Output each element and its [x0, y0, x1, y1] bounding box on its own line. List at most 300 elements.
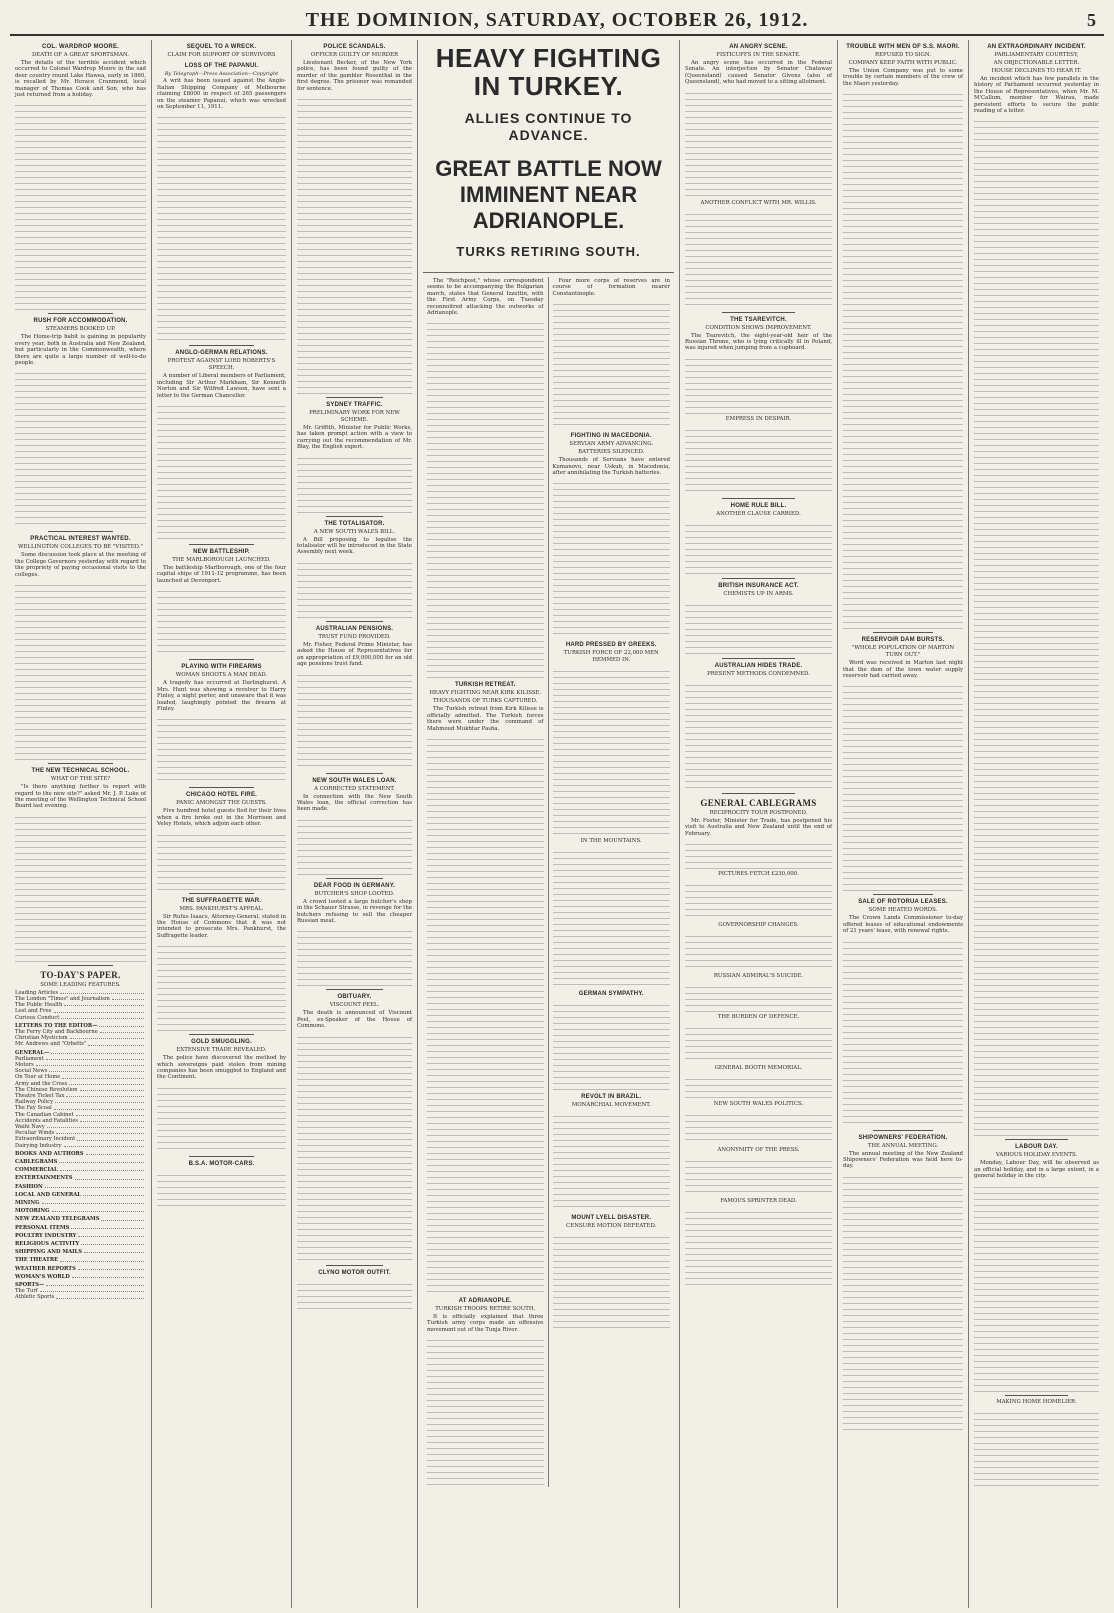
- article-text: The Union Company was put to some trouble by certain members of the crew of the Maori yesterday.: [843, 68, 963, 87]
- article-body: [157, 714, 286, 784]
- article-heading: GENERAL CABLEGRAMS: [700, 797, 817, 808]
- article-body: [685, 1074, 832, 1099]
- article-subheading: GENERAL BOOTH MEMORIAL.: [714, 1065, 803, 1072]
- contents-item: [15, 1151, 146, 1157]
- article-body: [685, 209, 832, 309]
- contents-item-label: LOCAL AND GENERAL: [15, 1191, 81, 1198]
- article-body: [427, 734, 544, 1294]
- contents-item: [15, 1257, 146, 1263]
- leader-dots: [54, 1008, 144, 1012]
- article-text: A writ has been issued against the Anglo-Italian Shipping Company of Melbourne claiming £8000 in respect of 265 passengers on the steamer Papanui, which was wrecked on September 11, 1911.: [157, 78, 286, 111]
- contents-item-label: Christian Mysticism: [15, 1035, 68, 1042]
- leader-dots: [81, 1241, 144, 1245]
- article-subheading: BATTERIES SILENCED.: [578, 449, 645, 456]
- article-subheading: CONDITION SHOWS IMPROVEMENT.: [705, 324, 812, 331]
- contents-item: [15, 1175, 146, 1181]
- article-text: The Crown Lands Commissioner to-day offered leases of educational endowments of 21 years' lease, with renewal rights.: [843, 915, 963, 935]
- article-subheading: WOMAN SHOOTS A MAN DEAD.: [175, 672, 268, 679]
- article-subheading: PARLIAMENTARY COURTESY,: [994, 52, 1079, 58]
- article-subheading: CENSURE MOTION DEFEATED.: [566, 1223, 657, 1230]
- leader-dots: [83, 1192, 144, 1196]
- leader-dots: [54, 1105, 144, 1109]
- leader-dots: [112, 996, 144, 1000]
- article-text: A Bill proposing to legalise the totalisator will be introduced in the State Assembly next week.: [297, 536, 412, 556]
- article-body: [15, 100, 146, 310]
- leader-dots: [56, 1130, 144, 1134]
- divider: [1005, 1395, 1068, 1396]
- article-subheading: AN OBJECTIONABLE LETTER.: [993, 60, 1080, 66]
- article-heading: NEW SOUTH WALES LOAN.: [312, 777, 397, 784]
- contents-item-label: THE THEATRE: [15, 1257, 59, 1264]
- leader-dots: [80, 1118, 144, 1122]
- leader-dots: [45, 1184, 144, 1188]
- article-body: [157, 1083, 286, 1153]
- article-subheading: WELLINGTON COLLEGES TO BE "VISITED.": [17, 544, 144, 551]
- article-body: [974, 116, 1099, 1136]
- leader-dots: [84, 1249, 144, 1253]
- article-body: [297, 558, 412, 618]
- contents-item-label: Peculiar Winds: [15, 1130, 55, 1137]
- article-body: [297, 670, 412, 770]
- divider: [326, 621, 384, 622]
- article-heading: COL. WARDROP MOORE.: [41, 44, 120, 50]
- article-heading: SYDNEY TRAFFIC.: [326, 402, 383, 409]
- leader-dots: [75, 1175, 144, 1179]
- article-body: [974, 1408, 1099, 1488]
- contents-item-label: FASHION: [15, 1183, 43, 1190]
- article-subheading: SOME HEATED WORDS.: [868, 907, 938, 914]
- table-of-contents: [15, 990, 146, 1301]
- divider: [189, 1034, 254, 1035]
- contents-item-label: SHIPPING AND MAILS: [15, 1249, 82, 1256]
- article-body: [685, 982, 832, 1012]
- article-subheading: CHEMISTS UP IN ARMS.: [723, 590, 794, 597]
- article-heading: AN EXTRAORDINARY INCIDENT.: [987, 44, 1086, 50]
- article-subheading: THE MARLBOROUGH LAUNCHED.: [172, 557, 271, 564]
- leader-dots: [101, 1216, 144, 1220]
- contents-item-label: Lost and Free: [15, 1008, 52, 1015]
- contents-item-label: PERSONAL ITEMS: [15, 1224, 70, 1231]
- article-body: [685, 931, 832, 971]
- article-body: [685, 88, 832, 198]
- article-heading: REVOLT IN BRAZIL.: [581, 1094, 642, 1101]
- article-body: [685, 1023, 832, 1063]
- contents-item-label: POULTRY INDUSTRY: [15, 1232, 77, 1239]
- article-heading: TROUBLE WITH MEN OF S.S. MAORI.: [846, 44, 960, 50]
- column-5: [680, 40, 838, 1608]
- contents-item-label: The Turf: [15, 1288, 38, 1295]
- divider: [873, 632, 933, 633]
- leader-dots: [47, 1124, 144, 1128]
- article-subheading: FISTICUFFS IN THE SENATE.: [716, 52, 801, 58]
- article-subheading: STEAMERS BOOKED UP.: [45, 326, 116, 333]
- article-body: [297, 815, 412, 875]
- contents-item: [15, 1041, 146, 1047]
- article-subheading: PRESENT METHODS CONDEMNED.: [707, 670, 810, 677]
- divider: [189, 1156, 254, 1157]
- article-subheading: MONARCHIAL MOVEMENT.: [571, 1102, 651, 1109]
- article-subheading: PROTEST AGAINST LORD ROBERTS'S SPEECH.: [167, 358, 276, 372]
- article-text: A tragedy has occurred at Darlinghurst. A Mrs. Hunt was showing a revolver to Harry Finley, a night porter, and unaware that it was loaded, laughingly pointed the firearm at Finley.: [157, 680, 286, 712]
- leader-dots: [86, 1151, 144, 1155]
- article-heading: POLICE SCANDALS.: [323, 44, 386, 50]
- article-text: A number of Liberal members of Parliament, including Sir Arthur Markham, Sir Kenneth Norton and Sir Wilfred Lawson, have sent a letter to the German Chancellor.: [157, 373, 286, 399]
- article-body: [685, 680, 832, 790]
- divider: [326, 516, 384, 517]
- main-headline: HEAVY FIGHTING IN TURKEY.: [435, 43, 662, 101]
- article-body: [553, 847, 671, 987]
- advertisement-heading: CLYNO MOTOR OUTFIT.: [318, 1269, 391, 1276]
- article-subheading: PANIC AMONGST THE GUESTS.: [176, 800, 267, 807]
- article-body: [297, 1032, 412, 1262]
- contents-item-label: Theatre Ticket Tax: [15, 1092, 65, 1099]
- article-subheading: PRELIMINARY WORK FOR NEW SCHEME.: [309, 410, 400, 424]
- war-subcolumn-left: [423, 277, 549, 1487]
- contents-heading: TO-DAY'S PAPER.: [40, 969, 121, 980]
- article-body: [427, 1335, 544, 1485]
- contents-item-label: Dairying Industry: [15, 1142, 62, 1149]
- leader-dots: [71, 1225, 144, 1229]
- contents-item: [15, 1225, 146, 1231]
- contents-item: [15, 1274, 146, 1280]
- contents-item-label: ENTERTAINMENTS: [15, 1175, 73, 1182]
- article-heading: RUSH FOR ACCOMMODATION.: [33, 318, 128, 325]
- article-text: The "Reichpost," whose correspondent seems to be accompanying the Bulgarian march, states that General Izzettin, with the First Army Corps, on Tuesday reconnoitred attacking the outworks of Adrianople.: [427, 278, 544, 317]
- article-body: [157, 401, 286, 541]
- divider: [326, 773, 384, 774]
- leader-dots: [99, 1023, 144, 1027]
- article-text: The Tsarevitch, the eight-year-old heir of the Russian Throne, who is lying critically ill in Poland, was injured when jumping from a cupboard.: [685, 332, 832, 352]
- article-body: [685, 520, 832, 575]
- leader-dots: [77, 1136, 144, 1140]
- article-subheading: FAMOUS SPRINTER DEAD.: [720, 1198, 797, 1205]
- advertisement-heading: B.S.A. MOTOR-CARS.: [188, 1160, 255, 1167]
- leader-dots: [100, 1029, 144, 1033]
- column-7: [969, 40, 1104, 1608]
- leader-dots: [78, 1266, 144, 1270]
- leader-dots: [40, 1288, 144, 1292]
- leader-dots: [60, 1257, 144, 1261]
- article-subheading: CLAIM FOR SUPPORT OF SURVIVORS: [167, 52, 276, 58]
- article-subheading: HEAVY FIGHTING NEAR KIRK KILISSE.: [429, 690, 542, 697]
- divider: [48, 313, 114, 314]
- contents-item-label: Curious Conduct: [15, 1014, 60, 1021]
- article-body: [843, 1172, 963, 1432]
- article-subheading: IN THE MOUNTAINS.: [580, 838, 642, 845]
- war-subcolumn-right: [549, 277, 675, 1487]
- article-body: [843, 89, 963, 629]
- article-heading: DEAR FOOD IN GERMANY.: [313, 882, 396, 889]
- contents-item-label: MINING: [15, 1200, 40, 1207]
- article-subheading: HOUSE DECLINES TO HEAR IT.: [991, 68, 1082, 74]
- article-body: [685, 600, 832, 655]
- contents-item: [15, 1241, 146, 1247]
- article-body: [553, 1000, 671, 1090]
- article-subheading: THE ANNUAL MEETING.: [867, 1142, 939, 1149]
- article-subheading: MAKING HOME HOMELIER.: [996, 1398, 1077, 1405]
- article-subheading: WHAT OF THE SITE?: [50, 776, 111, 783]
- article-subheading: THE BURDEN OF DEFENCE.: [717, 1014, 800, 1021]
- article-subheading: EMPRESS IN DESPAIR.: [725, 415, 792, 422]
- article-body: [685, 425, 832, 495]
- article-subheading: TURKISH FORCE OF 22,000 MEN HEMMED IN.: [563, 650, 659, 664]
- contents-item-label: MOTORING: [15, 1208, 50, 1215]
- article-subheading: DEATH OF A GREAT SPORTSMAN.: [31, 52, 130, 58]
- contents-item: [15, 1216, 146, 1222]
- contents-item-label: The Fay Scoal: [15, 1105, 52, 1112]
- masthead: [10, 6, 1104, 36]
- leader-dots: [46, 1282, 144, 1286]
- contents-item: [15, 1233, 146, 1239]
- article-subheading: GOVERNORSHIP CHANGES.: [718, 922, 799, 929]
- contents-item-label: BOOKS AND AUTHORS: [15, 1150, 84, 1157]
- divider: [326, 989, 384, 990]
- article-subheading: A NEW SOUTH WALES BILL.: [313, 528, 396, 535]
- article-body: [553, 478, 671, 638]
- article-subheading: THOUSANDS OF TURKS CAPTURED.: [433, 698, 538, 705]
- column-4-war-news: [418, 40, 680, 1608]
- article-subheading: REFUSED TO SIGN.: [875, 52, 931, 58]
- contents-item: [15, 1200, 146, 1206]
- article-heading: HARD PRESSED BY GREEKS.: [565, 642, 657, 649]
- column-6: [838, 40, 969, 1608]
- article-text: Four more corps of reserves are in course of formation nearer Constantinople.: [552, 278, 670, 297]
- article-subheading: VARIOUS HOLIDAY EVENTS.: [995, 1152, 1078, 1159]
- contents-item-label: RELIGIOUS ACTIVITY: [15, 1241, 80, 1248]
- column-2: [152, 40, 292, 1608]
- article-heading: ANGLO-GERMAN RELATIONS.: [175, 350, 268, 357]
- article-body: [157, 586, 286, 656]
- article-body: [685, 1207, 832, 1287]
- article-heading: SHIPOWNERS' FEDERATION.: [858, 1134, 948, 1141]
- article-heading: RESERVOIR DAM BURSTS.: [861, 637, 945, 644]
- article-heading: THE NEW TECHNICAL SCHOOL.: [31, 768, 130, 775]
- advertisement-body: [297, 1279, 412, 1309]
- article-body: [685, 354, 832, 414]
- divider: [1005, 1139, 1068, 1140]
- article-heading: HOME RULE BILL.: [730, 502, 787, 509]
- article-subheading: TRUST FUND PROVIDED.: [318, 633, 391, 640]
- article-subheading: BUTCHER'S SHOP LOOTED.: [314, 890, 395, 897]
- article-text: The battleship Marlborough, one of the four capital ships of 1911-12 programme, has been launched at Devonport.: [157, 565, 286, 584]
- leader-dots: [80, 1087, 144, 1091]
- leader-dots: [69, 1081, 144, 1085]
- article-text: Word was received in Marton last night that the dam of the town water supply reservoir had carried away.: [843, 660, 963, 680]
- article-subheading: PICTURES FETCH £230,000.: [718, 871, 799, 878]
- article-subheading: OFFICER GUILTY OF MURDER: [310, 52, 399, 58]
- article-body: [15, 812, 146, 962]
- war-subcolumns: [423, 277, 674, 1487]
- article-text: Lieutenant Becker, of the New York police, has been found guilty of the murder of the gambler Rosenthal in the first degree. The prisoner was remanded for sentence.: [297, 60, 412, 92]
- article-body: [15, 580, 146, 760]
- leader-dots: [66, 1093, 144, 1097]
- article-text: Sir Rufus Isaacs, Attorney-General, stated in the House of Commons that it was not intended to prosecute Mrs. Pankhurst, the Suffragette leader.: [157, 913, 286, 939]
- article-subheading: ANOTHER CLAUSE CARRIED.: [716, 510, 801, 517]
- article-text: Mr. Fisher, Federal Prime Minister, has asked the House of Representatives for an appropriation of £9,000,000 for an old age pensions trust fund.: [297, 641, 412, 668]
- divider: [48, 531, 114, 532]
- contents-item-label: The Canadian Cabinet: [15, 1111, 74, 1118]
- article-body: [157, 112, 286, 342]
- article-text: The police have discovered the method by which sovereigns paid stolen from mining companies has been smuggled to England and the Continent.: [157, 1055, 286, 1081]
- article-heading: AN ANGRY SCENE.: [729, 44, 788, 50]
- article-heading: THE SUFFRAGETTE WAR.: [181, 897, 262, 904]
- leader-dots: [55, 1099, 144, 1103]
- contents-item-label: Motors: [15, 1061, 34, 1068]
- contents-item-label: GENERAL—: [15, 1049, 50, 1056]
- leader-dots: [61, 1015, 144, 1019]
- contents-item-label: The Chinese Revolution: [15, 1086, 78, 1093]
- article-text: The Turkish retreat from Kirk Kilisse is officially admitted. The Turkish forces there were under the command of Mahmoud Mukhtar Pasha.: [427, 706, 544, 732]
- leader-dots: [62, 1074, 144, 1078]
- headline-deck-3: TURKS RETIRING SOUTH.: [456, 244, 641, 259]
- article-body: [553, 666, 671, 836]
- contents-item-label: Extraordinary Incident: [15, 1136, 76, 1143]
- columns: [10, 40, 1104, 1608]
- leader-dots: [56, 1294, 144, 1298]
- leader-dots: [59, 1159, 144, 1163]
- contents-item: [15, 1249, 146, 1255]
- article-heading: LABOUR DAY.: [1015, 1144, 1058, 1151]
- article-text: A crowd looted a large butcher's shop in the Schauer Strasse, in revenge for the butchers refusing to sell the cheaper Russian meat.: [297, 898, 412, 924]
- contents-item: [15, 1294, 146, 1300]
- article-text: Some discussion took place at the meeting of the College Governors yesterday with regard to the propriety of paying occasional visits to the colleges.: [15, 552, 146, 578]
- leader-dots: [60, 1167, 144, 1171]
- article-body: [974, 1182, 1099, 1392]
- article-body: [685, 1110, 832, 1145]
- leader-dots: [52, 1208, 144, 1212]
- divider: [722, 793, 796, 794]
- contents-item-label: Waihi Navy: [15, 1123, 45, 1130]
- article-heading: PRACTICAL INTEREST WANTED.: [30, 536, 131, 543]
- contents-item: [15, 1266, 146, 1272]
- article-heading: SALE OF ROTORUA LEASES.: [858, 899, 948, 906]
- contents-item-label: Social News: [15, 1068, 48, 1075]
- article-subheading: TURKISH TROOPS RETIRE SOUTH.: [435, 1306, 536, 1313]
- leader-dots: [64, 1143, 144, 1147]
- article-body: [553, 299, 671, 429]
- article-heading: AUSTRALIAN PENSIONS.: [315, 625, 394, 632]
- leader-dots: [88, 1041, 144, 1045]
- article-heading: LOSS OF THE PAPANUI.: [184, 63, 259, 69]
- article-heading: GOLD SMUGGLING.: [191, 1039, 252, 1046]
- article-subheading: RECIPROCITY TOUR POSTPONED.: [709, 809, 808, 816]
- article-text: Monday, Labour Day, will be observed as an official holiday, and in a large extent, in a general holiday in the city.: [974, 1160, 1099, 1180]
- article-text: An angry scene has occurred in the Federal Senate. An interjection by Senator Chataway (Queensland) caused Senator Givens (also of Queensland), who had moved to a sitting allotment.: [685, 60, 832, 86]
- article-body: [553, 1232, 671, 1332]
- byline: By Telegraph—Press Association—Copyright: [164, 71, 279, 77]
- article-subheading: EXTENSIVE TRADE REVEALED.: [176, 1047, 267, 1054]
- article-body: [297, 94, 412, 394]
- article-body: [15, 368, 146, 528]
- article-text: Mr. Griffith, Minister for Public Works, has taken prompt action with a view to carrying out the recommendation of Mr. Blay, the English expert.: [297, 425, 412, 451]
- article-heading: CHICAGO HOTEL FIRE.: [185, 792, 258, 799]
- article-text: It is officially explained that three Turkish army corps made an offensive movement out of the Tunja River.: [427, 1314, 544, 1333]
- article-subheading: RUSSIAN ADMIRAL'S SUICIDE.: [713, 973, 804, 980]
- contents-item: [15, 1159, 146, 1165]
- contents-item-label: SPORTS—: [15, 1282, 45, 1289]
- article-subheading: MRS. PANKHURST'S APPEAL.: [179, 905, 264, 912]
- leader-dots: [49, 1068, 144, 1072]
- divider: [326, 878, 384, 879]
- advertisement-body: [157, 1170, 286, 1210]
- article-heading: AUSTRALIAN HIDES TRADE.: [714, 662, 803, 669]
- contents-item-label: Army and the Cross: [15, 1080, 68, 1087]
- divider: [873, 894, 933, 895]
- divider: [326, 1265, 384, 1266]
- article-heading: TURKISH RETREAT.: [455, 682, 516, 689]
- column-3: [292, 40, 418, 1608]
- article-text: The Home-trip habit is gaining in popularity every year, both in Australia and New Zealand, but particularly in the Commonwealth, where there are quite a large number of well-to-do people.: [15, 334, 146, 367]
- contents-item-label: Athletic Sports: [15, 1294, 55, 1301]
- leader-dots: [51, 1050, 144, 1054]
- article-text: In connection with the New South Wales loan, the official correction has been made.: [297, 793, 412, 813]
- contents-item: [15, 1143, 146, 1149]
- contents-item-label: The Public Health: [15, 1002, 63, 1009]
- article-heading: THE TOTALISATOR.: [324, 520, 385, 527]
- article-body: [157, 830, 286, 890]
- article-text: The death is announced of Viscount Peel, ex-Speaker of the House of Commons.: [297, 1010, 412, 1030]
- leader-dots: [36, 1062, 144, 1066]
- article-heading: PLAYING WITH FIREARMS: [181, 664, 262, 671]
- article-text: The annual meeting of the New Zealand Shipowners' Federation was held here to-day.: [843, 1150, 963, 1170]
- divider: [722, 312, 796, 313]
- article-heading: OBITUARY.: [337, 994, 372, 1001]
- contents-subheading: SOME LEADING FEATURES.: [40, 981, 121, 988]
- contents-item: [15, 1208, 146, 1214]
- article-heading: AT ADRIANOPLE.: [458, 1298, 512, 1305]
- contents-item: [15, 1192, 146, 1198]
- divider: [48, 763, 114, 764]
- contents-item-label: COMMERCIAL: [15, 1167, 58, 1174]
- article-subheading: ANONYMITY OF THE PRESS.: [717, 1147, 800, 1154]
- article-heading: SEQUEL TO A WRECK.: [186, 44, 257, 50]
- contents-item-label: Leading Articles: [15, 989, 59, 996]
- article-subheading: A CORRECTED STATEMENT.: [314, 785, 395, 792]
- article-body: [685, 880, 832, 920]
- leader-dots: [64, 1002, 144, 1006]
- article-body: [427, 318, 544, 678]
- contents-item-label: LETTERS TO THE EDITOR—: [15, 1022, 98, 1029]
- divider: [722, 658, 796, 659]
- leader-dots: [78, 1233, 144, 1237]
- article-body: [843, 937, 963, 1127]
- article-heading: MOUNT LYELL DISASTER.: [571, 1215, 652, 1222]
- article-subheading: NEW SOUTH WALES POLITICS.: [713, 1101, 804, 1108]
- divider: [722, 498, 796, 499]
- article-text: Mr. Foster, Minister for Trade, has postponed his visit to Australia and New Zealand until the end of February.: [685, 817, 832, 837]
- leader-dots: [46, 1056, 144, 1060]
- leader-dots: [60, 990, 144, 994]
- contents-item-label: Railway Policy: [15, 1099, 54, 1106]
- article-heading: NEW BATTLESHIP.: [193, 549, 250, 556]
- headline-deck-1: ALLIES CONTINUE TO ADVANCE.: [464, 110, 633, 143]
- article-body: [297, 926, 412, 986]
- contents-item: [15, 1015, 146, 1021]
- article-subheading: ANOTHER CONFLICT WITH MR. WILLIS.: [700, 199, 817, 206]
- contents-item-label: NEW ZEALAND TELEGRAMS: [15, 1216, 100, 1223]
- article-subheading: VISCOUNT PEEL.: [329, 1002, 380, 1009]
- leader-dots: [72, 1274, 144, 1278]
- contents-item: [15, 1184, 146, 1190]
- article-text: An incident which has few parallels in the history of Parliament occurred yesterday in the House of Representatives, when Mr. M. M'Callum, member for Wairau, made persistent efforts to secure the public reading of a letter.: [974, 76, 1099, 115]
- leader-dots: [76, 1112, 144, 1116]
- divider: [326, 397, 384, 398]
- divider: [873, 1130, 933, 1131]
- leader-dots: [70, 1035, 144, 1039]
- article-body: [553, 1111, 671, 1211]
- contents-item-label: Mr. Andrews and "Orbetts": [15, 1041, 87, 1048]
- page-number: 5: [1087, 9, 1096, 30]
